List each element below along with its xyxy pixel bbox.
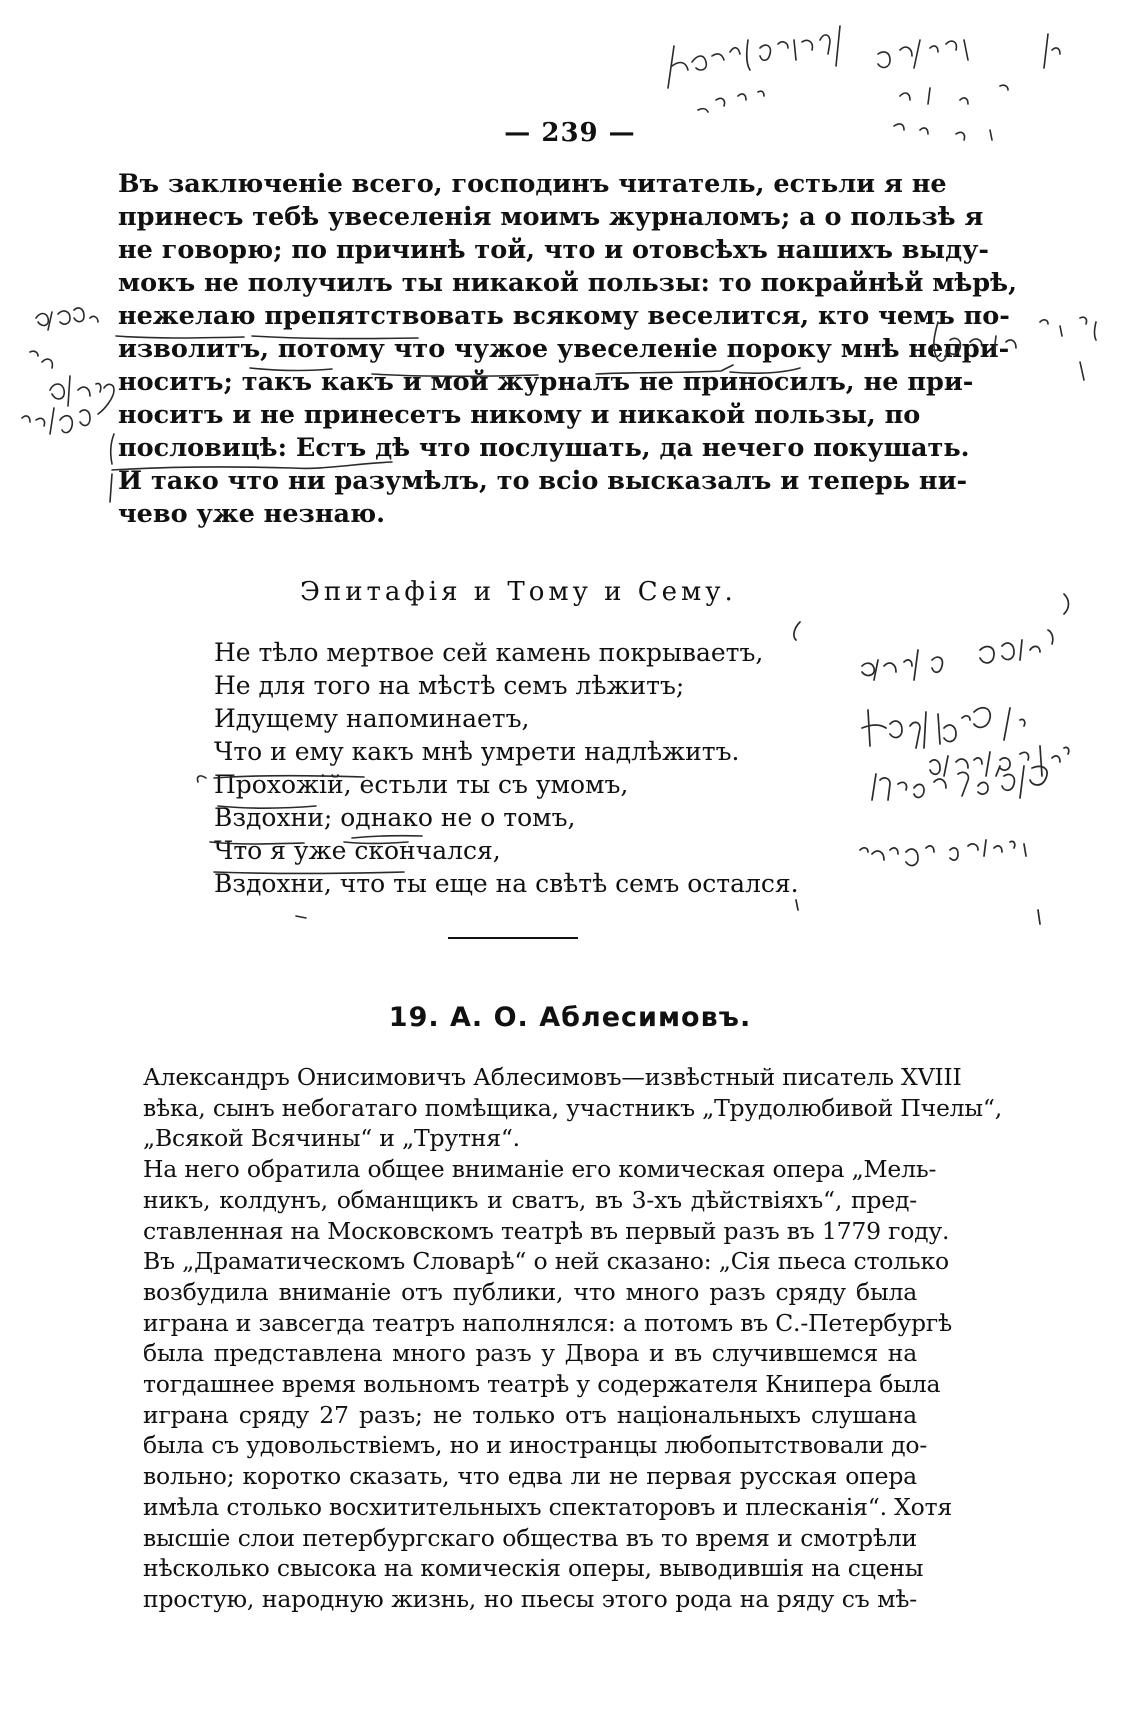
text-line: нѣсколько свысока на комическія оперы, выводившія на сцены bbox=[143, 1554, 924, 1583]
poem-line: Что и ему какъ мнѣ умрети надлѣжитъ. bbox=[214, 737, 740, 766]
text-line: На него обратила общее вниманіе его комическая опера „Мель- bbox=[143, 1155, 937, 1184]
text-line: имѣла столько восхитительныхъ спектаторовъ и плесканія“. Хотя bbox=[143, 1492, 953, 1521]
text-line: И тако что ни разумѣлъ, то всіо высказалъ и теперь ни- bbox=[118, 466, 968, 496]
page-number: — 239 — bbox=[504, 118, 636, 148]
text-line: носитъ; такъ какъ и мой журналъ не приносилъ, не при- bbox=[118, 367, 974, 397]
text-line: высшіе слои петербургскаго общества въ то время и смотрѣли bbox=[143, 1523, 917, 1552]
text-line: тогдашнее время вольномъ театрѣ у содержателя Книпера была bbox=[143, 1370, 941, 1399]
text-line: изволитъ, потому что чужое увеселеніе пороку мнѣ непри- bbox=[118, 334, 1010, 364]
text-line: играна сряду 27 разъ; не только отъ національныхъ слушана bbox=[143, 1400, 917, 1429]
text-line: мокъ не получилъ ты никакой пользы: то покрайнѣй мѣрѣ, bbox=[118, 268, 1017, 298]
text-line: Въ „Драматическомъ Словарѣ“ о ней сказано: „Сія пьеса столько bbox=[143, 1247, 949, 1276]
text-line: никъ, колдунъ, обманщикъ и сватъ, въ 3-хъ дѣйствіяхъ“, пред- bbox=[143, 1185, 917, 1214]
text-line: ставленная на Московскомъ театрѣ въ первый разъ въ 1779 году. bbox=[143, 1216, 950, 1245]
poem-line: Вздохни, что ты еще на свѣтѣ семъ остался. bbox=[214, 869, 799, 898]
text-line: пословицѣ: Естъ дѣ что послушать, да нечего покушать. bbox=[118, 433, 970, 463]
text-line: вольно; коротко сказать, что едва ли не первая русская опера bbox=[143, 1462, 917, 1491]
section-divider bbox=[448, 937, 578, 939]
epitaph-poem bbox=[214, 636, 799, 900]
poem-line: Вздохни; однако не о томъ, bbox=[214, 803, 576, 832]
text-line: „Всякой Всячины“ и „Трутня“. bbox=[143, 1124, 520, 1153]
text-line: носитъ и не принесетъ никому и никакой пользы, по bbox=[118, 400, 921, 430]
text-line: простую, народную жизнь, но пьесы этого рода на ряду съ мѣ- bbox=[143, 1584, 917, 1613]
text-line: не говорю; по причинѣ той, что и отовсѣхъ нашихъ выду- bbox=[118, 235, 989, 265]
text-line: чево уже незнаю. bbox=[118, 499, 386, 529]
section-body bbox=[143, 1062, 1003, 1615]
intro-paragraph bbox=[118, 168, 1017, 531]
text-line: Въ заключеніе всего, господинъ читатель, естьли я не bbox=[118, 169, 947, 199]
poem-line: Не для того на мѣстѣ семъ лѣжитъ; bbox=[214, 671, 685, 700]
poem-line: Что я уже скончался, bbox=[214, 836, 501, 865]
text-line: принесъ тебѣ увеселенія моимъ журналомъ; а о пользѣ я bbox=[118, 202, 984, 232]
text-line: вѣка, сынъ небогатаго помѣщика, участникъ „Трудолюбивой Пчелы“, bbox=[143, 1093, 1003, 1122]
poem-line: Идущему напоминаетъ, bbox=[214, 704, 530, 733]
poem-line: Не тѣло мертвое сей камень покрываетъ, bbox=[214, 638, 764, 667]
section-heading: 19. А. О. Аблесимовъ. bbox=[388, 1002, 752, 1033]
text-line: была съ удовольствіемъ, но и иностранцы любопытствовали до- bbox=[143, 1431, 928, 1460]
margin-scribble-right-poem bbox=[794, 594, 1069, 924]
text-line: нежелаю препятствовать всякому веселится, кто чемъ по- bbox=[118, 301, 1010, 331]
text-line: была представлена много разъ у Двора и въ случившемся на bbox=[143, 1339, 917, 1368]
poem-line: Прохожій, естьли ты съ умомъ, bbox=[214, 770, 629, 799]
margin-scribble-left bbox=[22, 308, 114, 434]
text-line: возбудила вниманіе отъ публики, что много разъ сряду была bbox=[143, 1277, 917, 1306]
text-line: играна и завсегда театръ наполнялся: а потомъ въ С.-Петербургѣ bbox=[143, 1308, 952, 1337]
text-line: Александръ Онисимовичъ Аблесимовъ—извѣстный писатель XVIII bbox=[143, 1063, 962, 1091]
epitaph-title: Эпитафія и Тому и Сему. bbox=[300, 577, 737, 607]
